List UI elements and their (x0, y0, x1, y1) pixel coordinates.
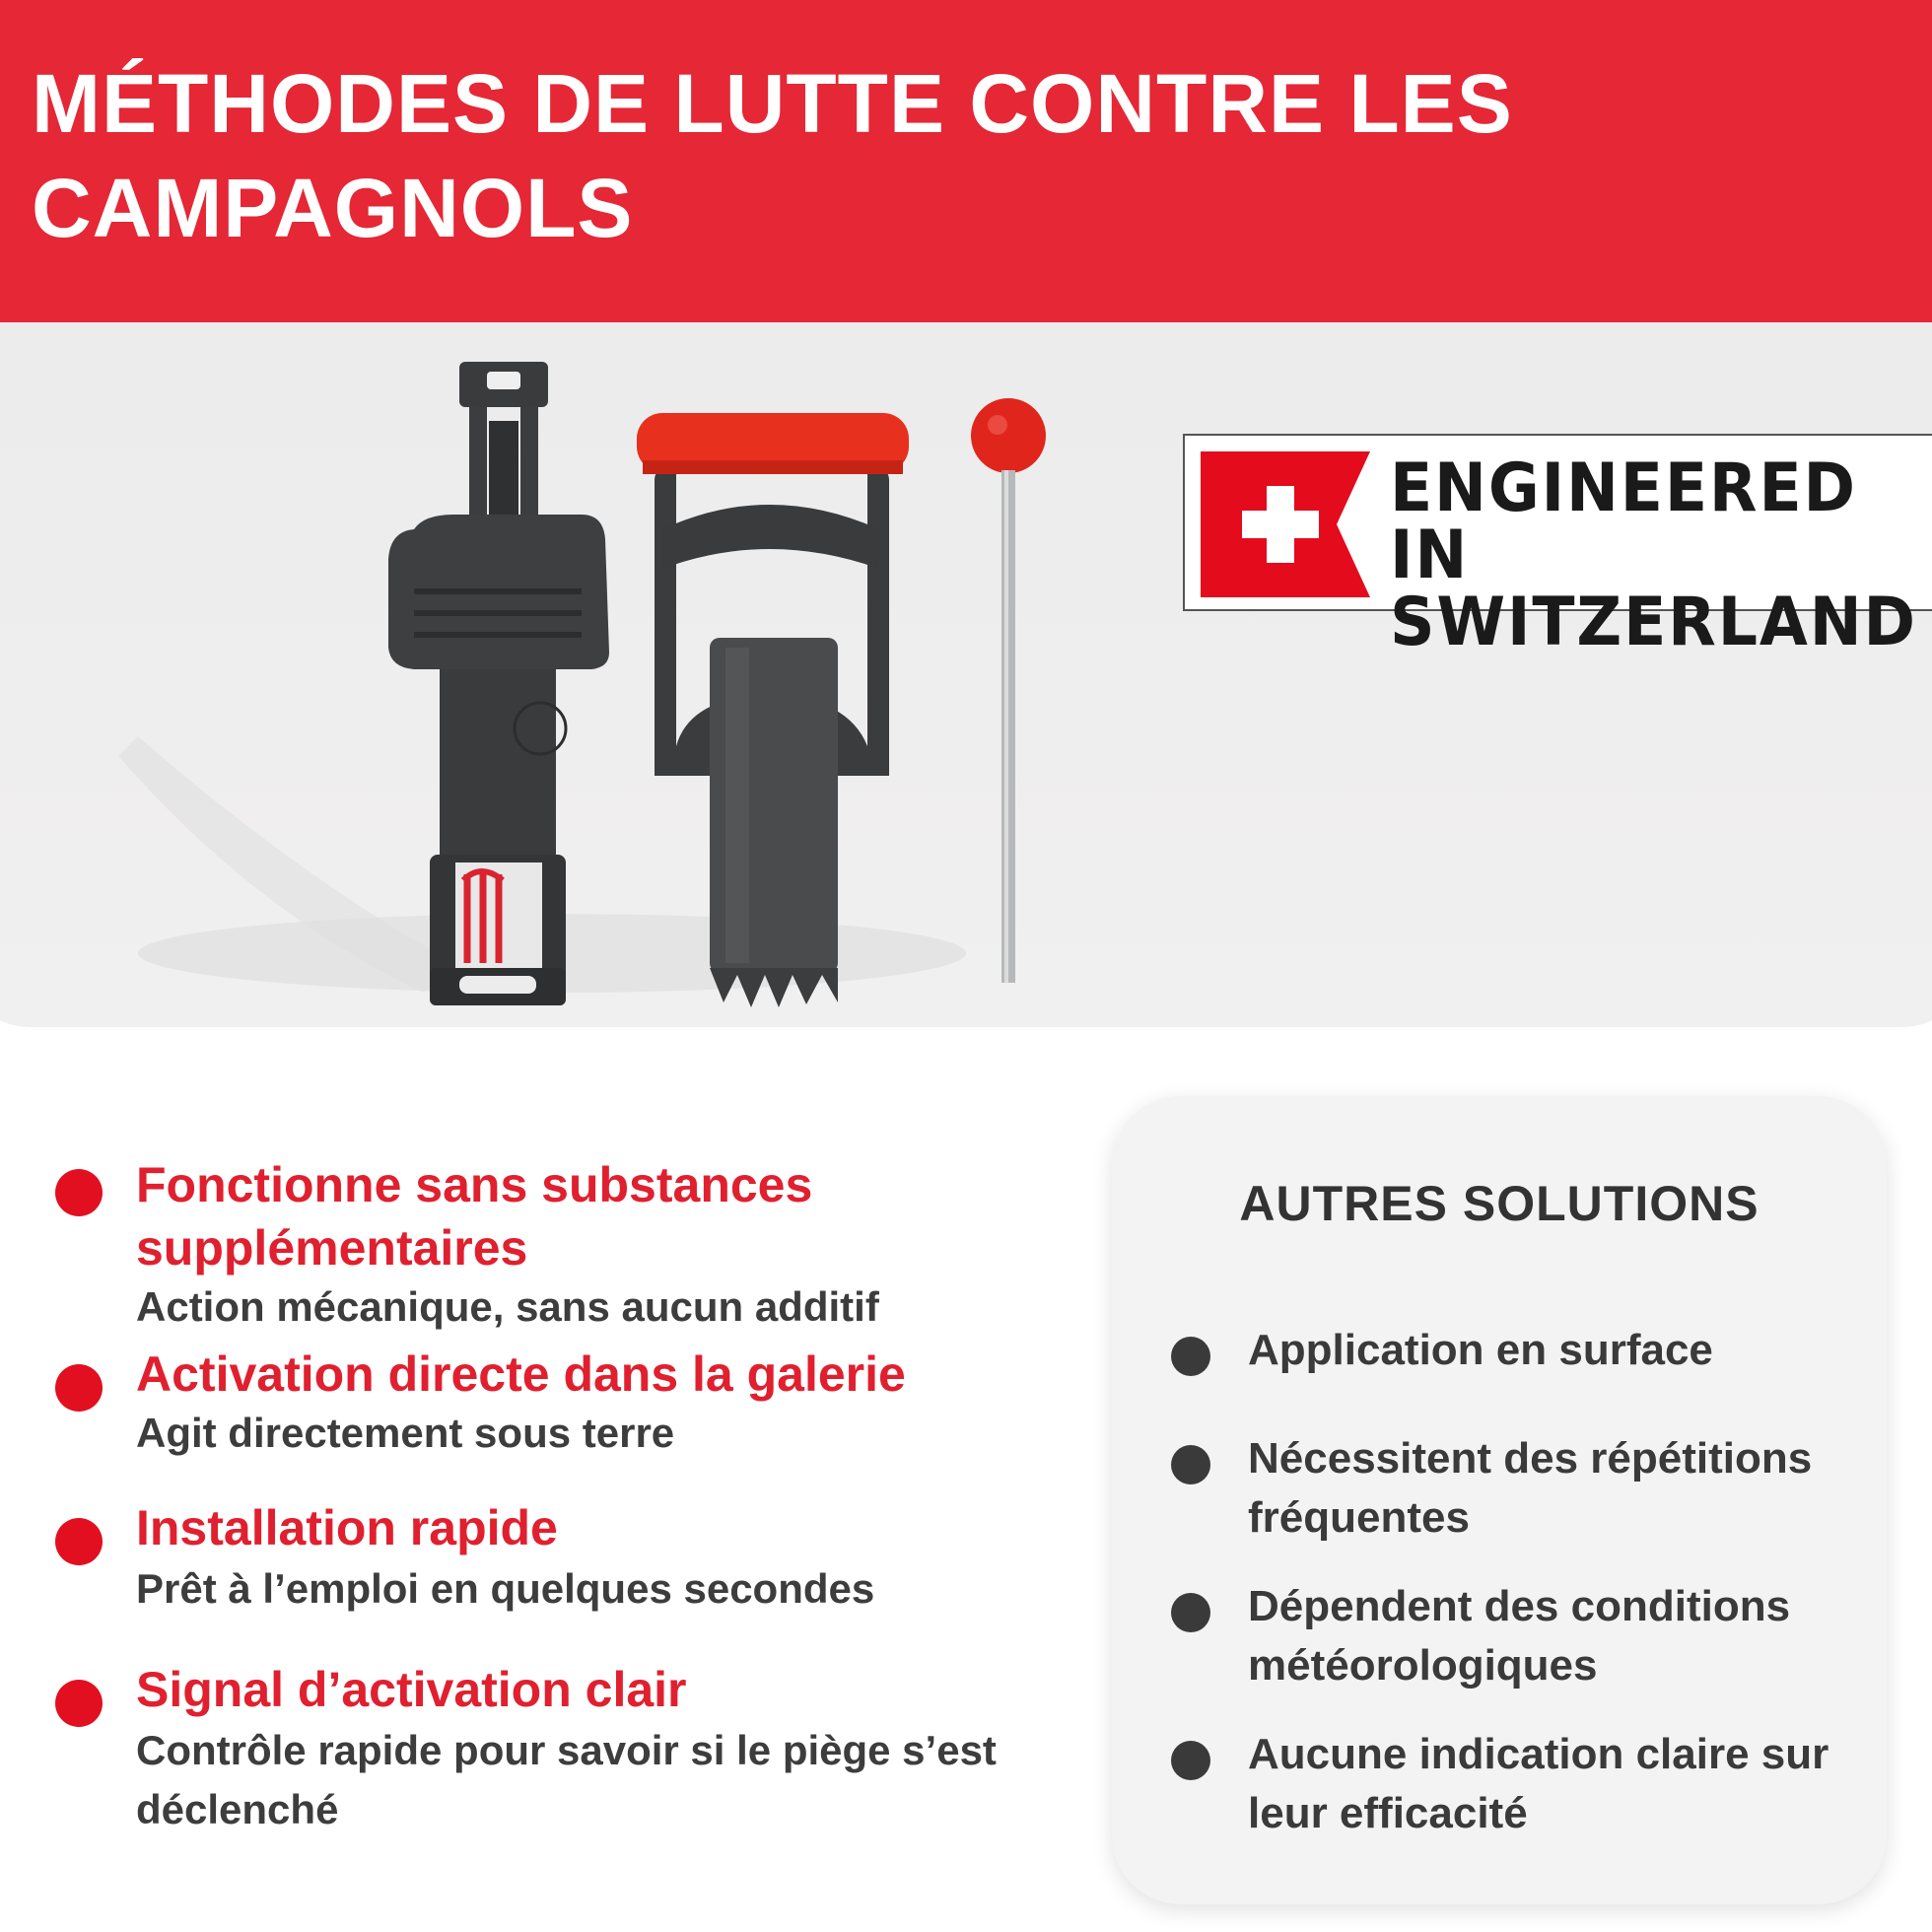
feature-title: Fonctionne sans substances supplémentaires (136, 1157, 813, 1276)
feature-title: Activation directe dans la galerie (136, 1346, 906, 1402)
bullet-icon (1171, 1593, 1210, 1632)
product-photo (0, 322, 1932, 1027)
other-solutions-card (1112, 1096, 1887, 1904)
feature-description: Agit directement sous terre (136, 1410, 675, 1456)
bullet-icon (1171, 1337, 1210, 1376)
other-solution-text: Aucune indication claire sur leur efficacité (1248, 1730, 1829, 1837)
feature-description: Prêt à l’emploi en quelques secondes (136, 1565, 875, 1612)
bullet-icon (55, 1364, 103, 1412)
bullet-icon (1171, 1445, 1210, 1484)
bullet-icon (55, 1169, 103, 1216)
probe-rod-icon (971, 398, 1046, 983)
other-solution-text: Dépendent des conditions météorologiques (1248, 1582, 1791, 1690)
other-solution-text: Nécessitent des répétitions fréquentes (1248, 1434, 1813, 1542)
bullet-icon (55, 1680, 103, 1727)
feature-description: Contrôle rapide pour savoir si le piège s’est déclenché (136, 1727, 997, 1832)
engineered-in-switzerland-badge (1183, 434, 1932, 661)
other-solution-text: Application en surface (1248, 1326, 1713, 1374)
page-title: MÉTHODES DE LUTTE CONTRE LES CAMPAGNOLS (32, 57, 1513, 254)
feature-title: Signal d’activation clair (136, 1662, 687, 1717)
bullet-icon (55, 1518, 103, 1565)
badge-line-2: SWITZERLAND (1390, 584, 1917, 661)
header-banner (0, 0, 1932, 322)
trap-icon (388, 362, 609, 1005)
badge-line-1: ENGINEERED IN (1390, 449, 1857, 594)
badge-text (1390, 449, 1917, 661)
feature-title: Installation rapide (136, 1500, 558, 1555)
feature-description: Action mécanique, sans aucun additif (136, 1283, 879, 1330)
swiss-flag-icon (1201, 451, 1370, 597)
other-solutions-heading: AUTRES SOLUTIONS (1239, 1176, 1760, 1231)
bullet-icon (1171, 1741, 1210, 1780)
